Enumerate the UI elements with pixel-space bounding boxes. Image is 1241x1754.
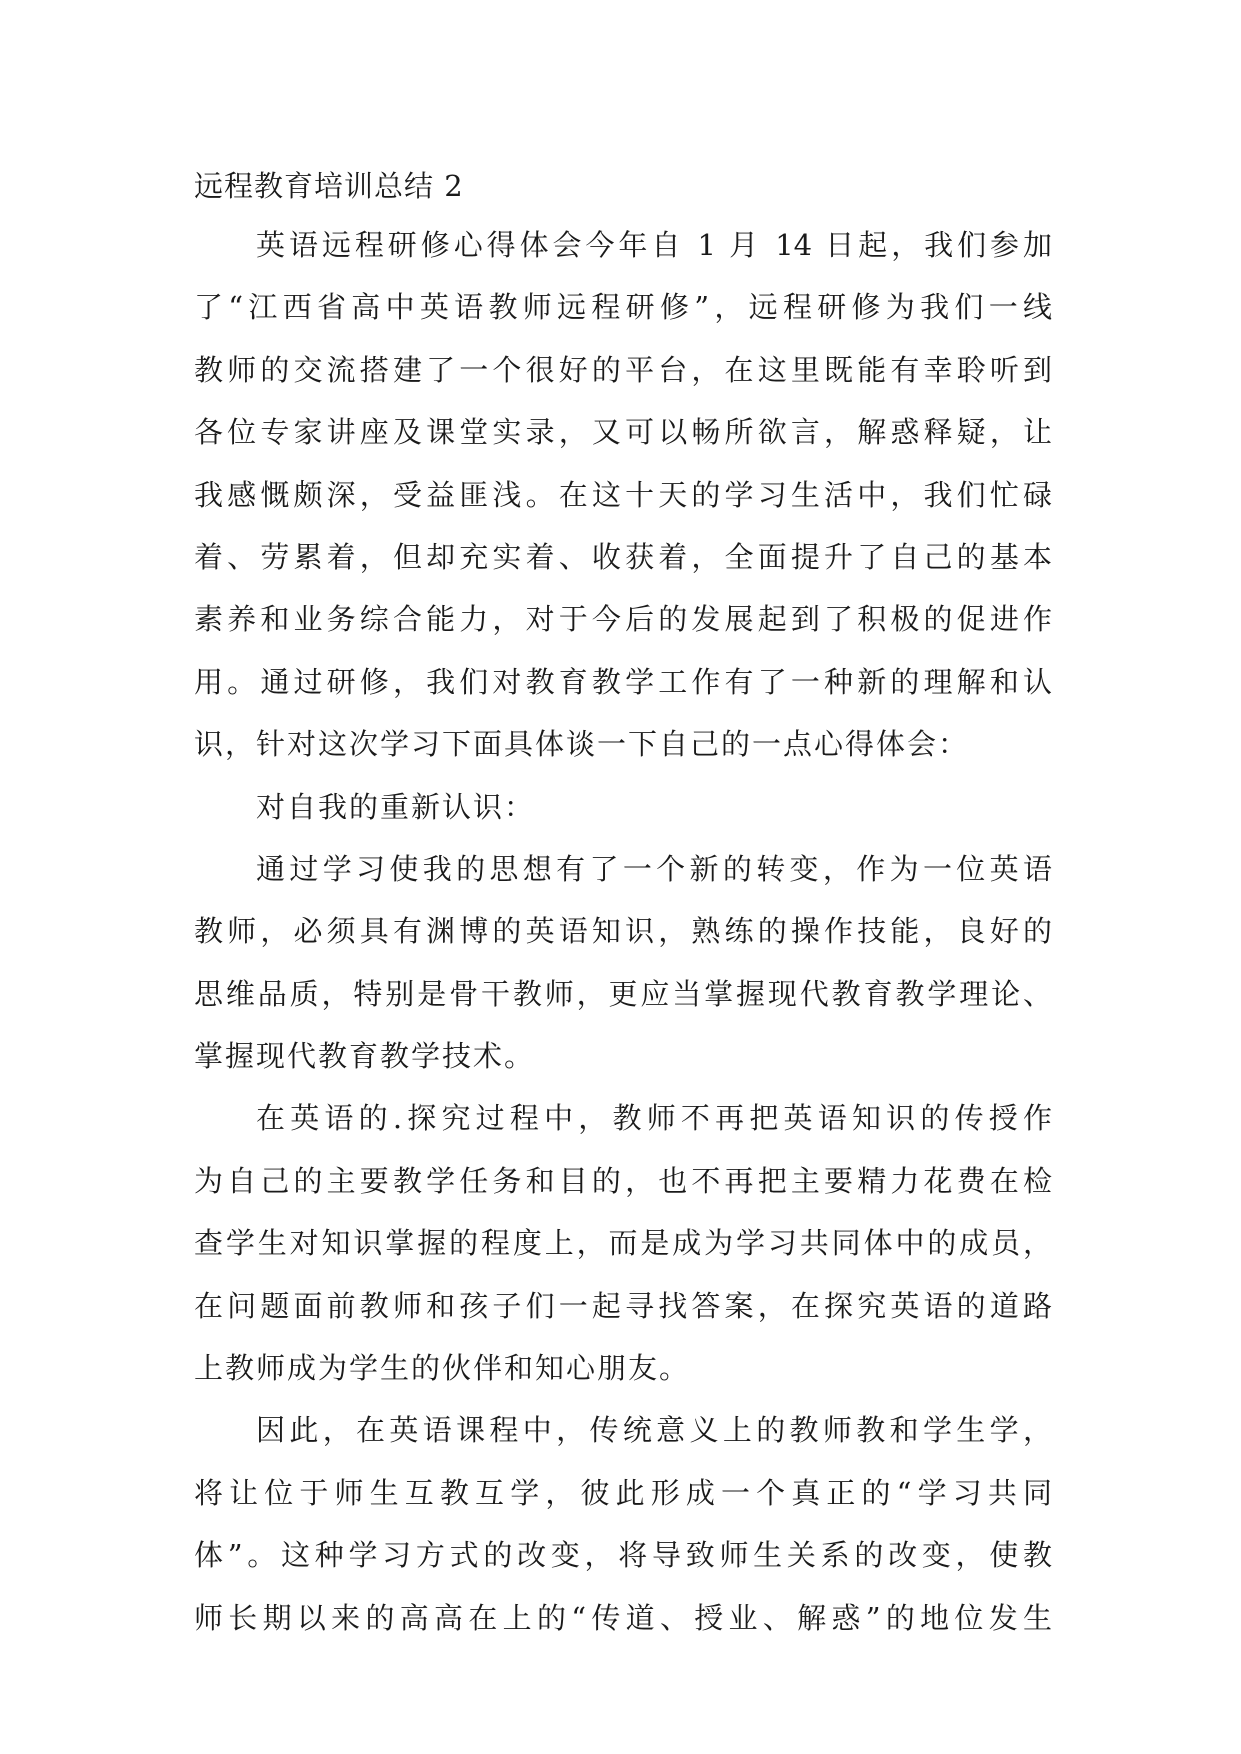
- text-line: 体”。这种学习方式的改变，将导致师生关系的改变，使教: [194, 1538, 1052, 1573]
- text-line: 着、劳累着，但却充实着、收获着，全面提升了自己的基本: [194, 539, 1052, 574]
- text-line: 因此，在英语课程中，传统意义上的教师教和学生学，: [256, 1413, 1052, 1448]
- text-line: 为自己的主要教学任务和目的，也不再把主要精力花费在检: [194, 1163, 1052, 1198]
- document-title: 远程教育培训总结 2: [194, 169, 464, 203]
- text-line: 将让位于师生互教互学，彼此形成一个真正的“学习共同: [194, 1475, 1052, 1510]
- text-line: 识，针对这次学习下面具体谈一下自己的一点心得体会：: [194, 727, 970, 762]
- text-line: 对自我的重新认识：: [256, 789, 536, 824]
- text-line: 教师，必须具有渊博的英语知识，熟练的操作技能，良好的: [194, 914, 1052, 949]
- document-body: [194, 214, 1052, 1649]
- text-line: 了“江西省高中英语教师远程研修”，远程研修为我们一线: [194, 290, 1052, 325]
- text-line: 查学生对知识掌握的程度上，而是成为学习共同体中的成员，: [194, 1226, 1052, 1261]
- text-line: 通过学习使我的思想有了一个新的转变，作为一位英语: [256, 851, 1052, 886]
- text-line: 在英语的.探究过程中，教师不再把英语知识的传授作: [256, 1101, 1052, 1136]
- text-line: 用。通过研修，我们对教育教学工作有了一种新的理解和认: [194, 664, 1052, 699]
- text-line: 素养和业务综合能力，对于今后的发展起到了积极的促进作: [194, 602, 1052, 637]
- text-line: 师长期以来的高高在上的“传道、授业、解惑”的地位发生: [194, 1600, 1052, 1635]
- text-line: 上教师成为学生的伙伴和知心朋友。: [194, 1351, 691, 1386]
- text-line: 教师的交流搭建了一个很好的平台，在这里既能有幸聆听到: [194, 352, 1052, 387]
- text-line: 各位专家讲座及课堂实录，又可以畅所欲言，解惑释疑，让: [194, 415, 1052, 450]
- text-line: 思维品质，特别是骨干教师，更应当掌握现代教育教学理论、: [194, 976, 1052, 1011]
- text-line: 我感慨颇深，受益匪浅。在这十天的学习生活中，我们忙碌: [194, 477, 1052, 512]
- text-line: 在问题面前教师和孩子们一起寻找答案，在探究英语的道路: [194, 1288, 1052, 1323]
- text-line: 英语远程研修心得体会今年自 1 月 14 日起，我们参加: [256, 228, 1052, 262]
- text-line: 掌握现代教育教学技术。: [194, 1039, 536, 1074]
